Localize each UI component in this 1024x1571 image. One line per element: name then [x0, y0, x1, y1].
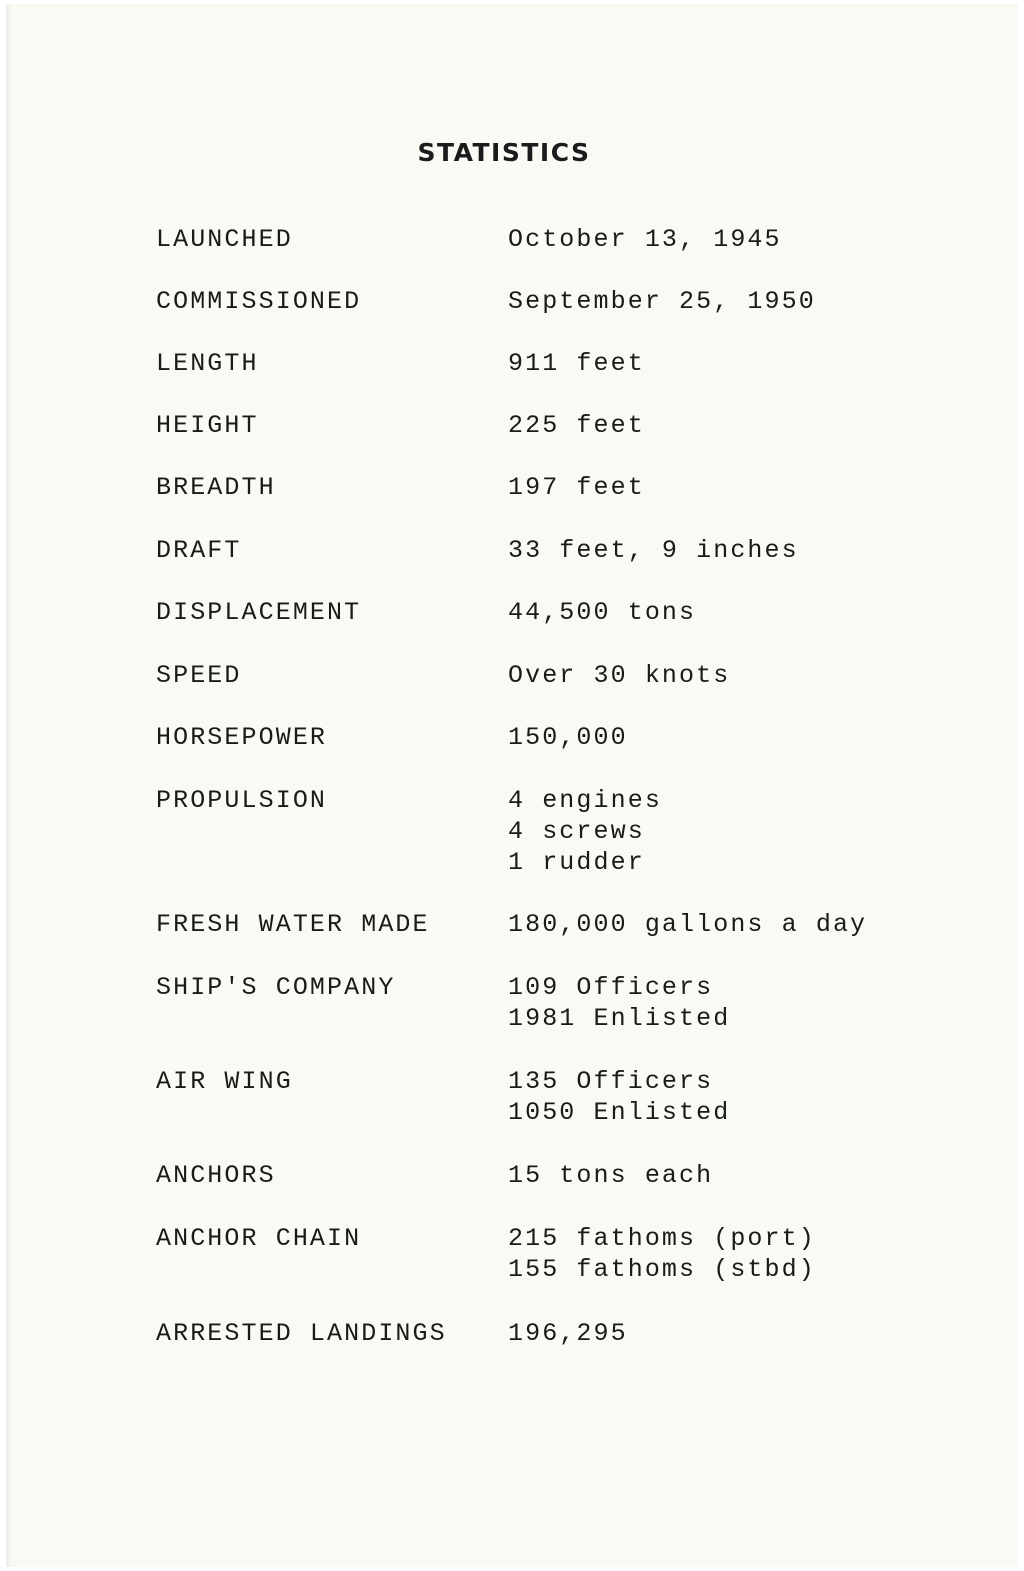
stat-value: 215 fathoms (port) — [508, 1224, 816, 1253]
stat-value: 225 feet — [508, 411, 645, 440]
stat-label: BREADTH — [156, 473, 276, 502]
stat-value: 4 engines — [508, 786, 662, 815]
stat-value: 911 feet — [508, 349, 645, 378]
stat-value: September 25, 1950 — [508, 287, 816, 316]
stat-value: 1 rudder — [508, 848, 645, 877]
stat-label: LAUNCHED — [156, 225, 293, 254]
stat-value: 180,000 gallons a day — [508, 910, 868, 939]
stat-value: 155 fathoms (stbd) — [508, 1255, 816, 1284]
stat-value: 135 Officers — [508, 1067, 714, 1096]
stat-label: AIR WING — [156, 1067, 293, 1096]
page-title: STATISTICS — [417, 138, 591, 167]
stat-value: 1981 Enlisted — [508, 1004, 731, 1033]
stat-label: DISPLACEMENT — [156, 598, 362, 627]
stat-label: HORSEPOWER — [156, 723, 328, 752]
stat-label: COMMISSIONED — [156, 287, 362, 316]
stat-value: 109 Officers — [508, 973, 714, 1002]
stat-label: HEIGHT — [156, 411, 259, 440]
stat-value: 1050 Enlisted — [508, 1098, 731, 1127]
stat-value: 15 tons each — [508, 1161, 714, 1190]
stat-label: LENGTH — [156, 349, 259, 378]
stat-label: ANCHORS — [156, 1161, 276, 1190]
stat-value: October 13, 1945 — [508, 225, 782, 254]
stat-label: PROPULSION — [156, 786, 328, 815]
stat-label: FRESH WATER MADE — [156, 910, 430, 939]
stat-value: 196,295 — [508, 1319, 628, 1348]
stat-label: SHIP'S COMPANY — [156, 973, 396, 1002]
document-page — [6, 4, 1018, 1567]
stat-value: Over 30 knots — [508, 661, 731, 690]
stat-value: 44,500 tons — [508, 598, 697, 627]
stat-value: 197 feet — [508, 473, 645, 502]
stat-value: 150,000 — [508, 723, 628, 752]
stat-value: 33 feet, 9 inches — [508, 536, 799, 565]
stat-label: SPEED — [156, 661, 242, 690]
stat-value: 4 screws — [508, 817, 645, 846]
stat-label: DRAFT — [156, 536, 242, 565]
stat-label: ARRESTED LANDINGS — [156, 1319, 447, 1348]
stat-label: ANCHOR CHAIN — [156, 1224, 362, 1253]
